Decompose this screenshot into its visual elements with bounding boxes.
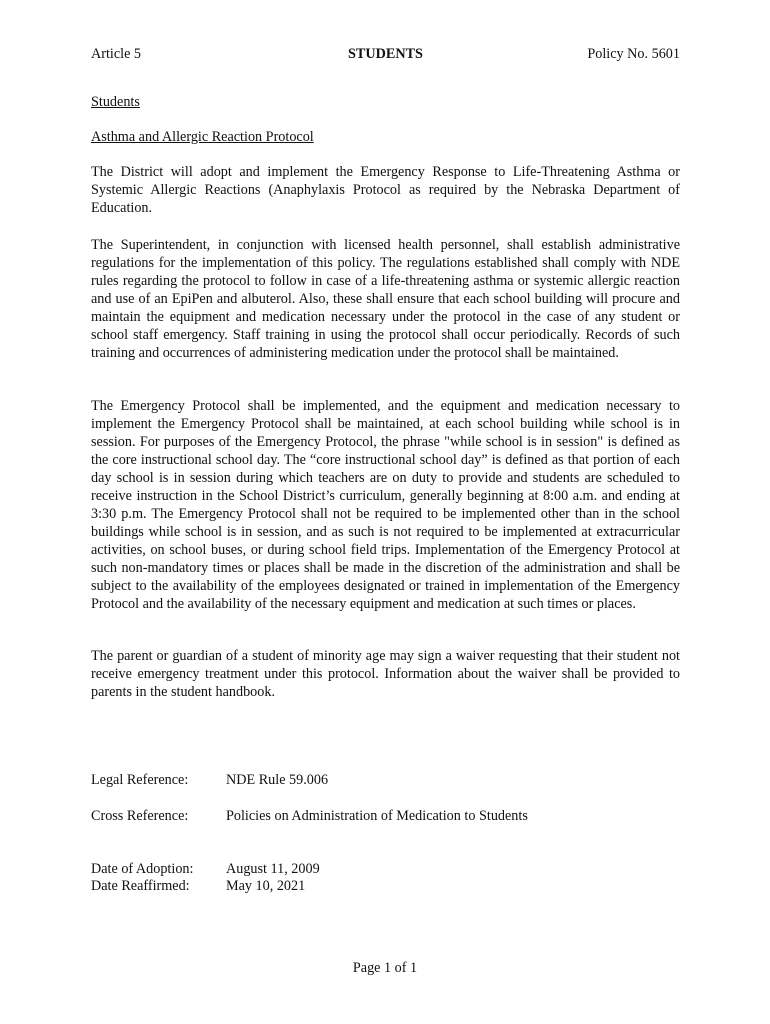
page-header	[91, 46, 680, 66]
paragraph-2: The Superintendent, in conjunction with licensed health personnel, shall establish administrative regulations for the implementation of this policy. The regulations established shall comply with NDE rules regarding the protocol to follow in case of a life-threatening asthma or systemic allergic reaction and use of an EpiPen and albuterol. Also, these shall ensure that each school building will procure and maintain the equipment and medication necessary under the protocol in the case of any student or school staff emergency. Staff training in using the protocol shall occur periodically. Records of such training and occurrences of administering medication under the protocol shall be maintained.	[91, 237, 680, 361]
cross-reference-value: Policies on Administration of Medication to Students	[226, 808, 528, 824]
cross-reference-label: Cross Reference:	[91, 808, 189, 824]
legal-reference-value: NDE Rule 59.006	[226, 772, 329, 788]
date-reaffirmed-value: May 10, 2021	[226, 878, 306, 894]
header-title: STUDENTS	[348, 46, 423, 62]
paragraph-4: The parent or guardian of a student of minority age may sign a waiver requesting that their student not receive emergency treatment under this protocol. Information about the waiver shall be provided to parents in the student handbook.	[91, 648, 680, 700]
article-number: Article 5	[91, 46, 142, 62]
date-of-adoption-label: Date of Adoption:	[91, 861, 194, 877]
date-reaffirmed-label: Date Reaffirmed:	[91, 878, 190, 894]
policy-subtitle: Asthma and Allergic Reaction Protocol	[91, 129, 314, 145]
policy-number: Policy No. 5601	[587, 46, 680, 62]
paragraph-3: The Emergency Protocol shall be implemented, and the equipment and medication necessary to implement the Emergency Protocol shall be maintained, at each school building while school is in session. For purposes of the Emergency Protocol, the phrase "while school is in session" is defined as the core instructional school day. The “core instructional school day” is defined as that portion of each day school is in session during which teachers are on duty to provide and students are scheduled to receive instruction in the School District’s curriculum, generally beginning at 8:00 a.m. and ending at 3:30 p.m. The Emergency Protocol shall not be required to be implemented other than in the school buildings while school is in session, and as such is not required to be implemented at extracurricular activities, on school buses, or during school field trips. Implementation of the Emergency Protocol at such non-mandatory times or places shall be made in the discretion of the administration and shall be subject to the availability of the employees designated or trained in implementation of the Emergency Protocol and the availability of the necessary equipment and medication at such times or places.	[91, 398, 680, 612]
paragraph-1: The District will adopt and implement the Emergency Response to Life-Threatening Asthma or Systemic Allergic Reactions (Anaphylaxis Protocol as required by the Nebraska Department of Education.	[91, 164, 680, 216]
date-of-adoption-value: August 11, 2009	[226, 861, 320, 877]
section-heading: Students	[91, 94, 140, 110]
page-number: Page 1 of 1	[352, 960, 418, 976]
legal-reference-label: Legal Reference:	[91, 772, 189, 788]
